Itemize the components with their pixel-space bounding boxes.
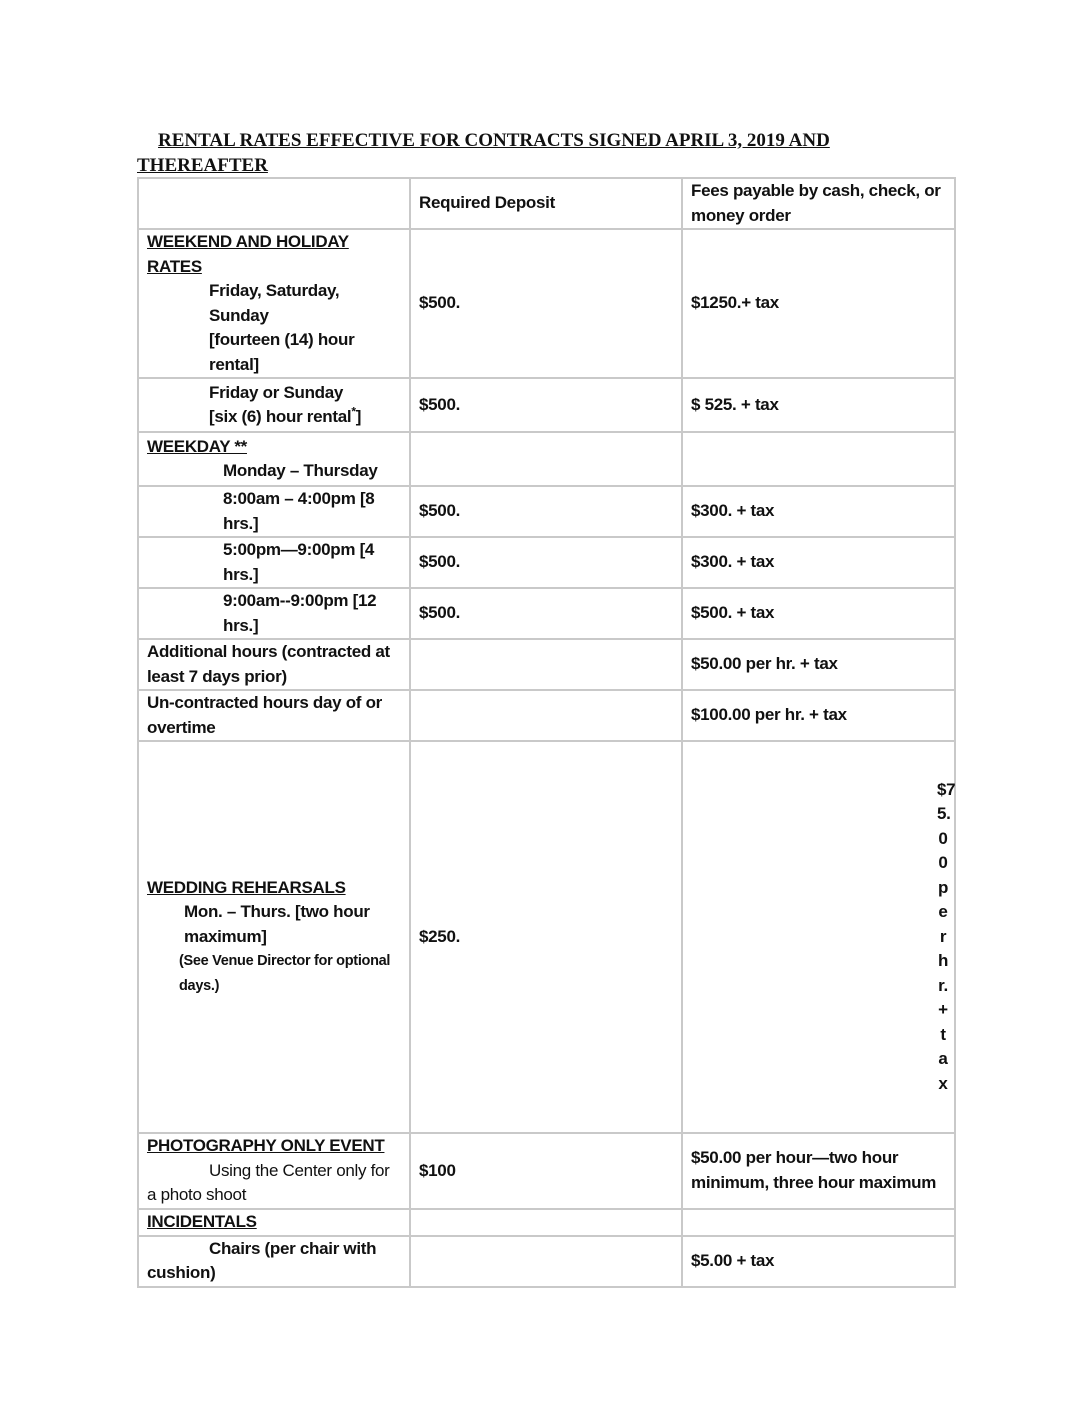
incidentals-deposit-empty [410,1209,682,1236]
weekday-heading: WEEKDAY ** [147,436,247,456]
additional-deposit [410,639,682,690]
weekend-days: Friday, Saturday, Sunday [209,281,340,325]
header-fees: Fees payable by cash, check, or money order [682,178,955,229]
slot-2-time-text: 5:00pm—9:00pm [4 hrs.] [223,540,375,584]
weekday-fee-empty [682,432,955,486]
slot-3-time-text: 9:00am--9:00pm [12 hrs.] [223,591,377,635]
fri-sun-hours: [six (6) hour rental [209,407,352,426]
wedding-days: Mon. – Thurs. [two hour maximum] [184,902,370,946]
fri-sun-fee: $ 525. + tax [682,378,955,432]
wedding-fee: $75.00perhr.+tax [937,779,956,1093]
chairs-deposit [410,1236,682,1287]
chairs-label: Chairs (per chair with cushion) [147,1238,377,1282]
uncontracted-fee: $100.00 per hr. + tax [682,690,955,741]
fri-sun-label-cell [138,378,410,432]
slot-1-time [138,486,410,537]
wedding-fee-cell [682,741,955,1133]
additional-label: Additional hours (contracted at least 7 days prior) [138,639,410,690]
table-row-slot-1 [138,486,955,537]
weekday-days: Monday – Thursday [223,461,378,480]
header-cell-blank [138,178,410,229]
slot-1-fee: $300. + tax [682,486,955,537]
additional-fee: $50.00 per hr. + tax [682,639,955,690]
slot-2-fee: $300. + tax [682,537,955,588]
title-line-1: RENTAL RATES EFFECTIVE FOR CONTRACTS SIGNED APRIL 3, 2019 AND [158,130,830,151]
wedding-deposit: $250. [410,741,682,1133]
slot-1-time-text: 8:00am – 4:00pm [8 hrs.] [223,489,375,533]
table-row-slot-3 [138,588,955,639]
table-row-weekday [138,432,955,486]
table-row-weekend [138,229,955,378]
wedding-label-cell [138,741,410,1133]
slot-2-deposit: $500. [410,537,682,588]
incidentals-heading: INCIDENTALS [147,1211,257,1231]
table-row-incidentals [138,1209,955,1236]
table-row-slot-2 [138,537,955,588]
photo-label-cell [138,1133,410,1209]
chairs-label-cell [138,1236,410,1287]
table-row-fri-sun [138,378,955,432]
header-deposit: Required Deposit [410,178,682,229]
slot-3-deposit: $500. [410,588,682,639]
fri-sun-hours-line [147,405,361,430]
fri-sun-bracket: ] [355,407,362,426]
wedding-heading: WEDDING REHEARSALS [147,877,346,897]
table-row-uncontracted [138,690,955,741]
table-row-additional-hours [138,639,955,690]
chairs-fee: $5.00 + tax [682,1236,955,1287]
weekend-deposit: $500. [410,229,682,378]
fri-sun-asterisk: * [351,404,356,419]
table-header-row [138,178,955,229]
wedding-note-line [147,953,401,994]
slot-1-deposit: $500. [410,486,682,537]
uncontracted-label: Un-contracted hours day of or overtime [138,690,410,741]
wedding-note: (See Venue Director for optional days.) [179,953,391,994]
weekend-fee: $1250.+ tax [682,229,955,378]
uncontracted-deposit [410,690,682,741]
photo-heading: PHOTOGRAPHY ONLY EVENT [147,1136,385,1155]
table-row-photography [138,1133,955,1209]
title-line-2: THEREAFTER [137,155,268,176]
photo-fee: $50.00 per hour—two hour minimum, three hour maximum [682,1133,955,1209]
photo-desc: Using the Center only for a photo shoot [147,1160,390,1204]
page-title [137,128,937,178]
slot-2-time [138,537,410,588]
weekday-label-cell [138,432,410,486]
rental-rates-table [137,177,956,1288]
table-row-wedding [138,741,955,1133]
slot-3-time [138,588,410,639]
table-row-chairs [138,1236,955,1287]
incidentals-label-cell [138,1209,410,1236]
photo-deposit: $100 [410,1133,682,1209]
weekday-deposit-empty [410,432,682,486]
slot-3-fee: $500. + tax [682,588,955,639]
weekend-label-cell [138,229,410,378]
fri-sun-deposit: $500. [410,378,682,432]
weekend-heading: WEEKEND AND HOLIDAY RATES [147,232,349,276]
fri-sun-days: Friday or Sunday [209,382,344,402]
incidentals-fee-empty [682,1209,955,1236]
weekend-hours: [fourteen (14) hour rental] [209,330,355,374]
